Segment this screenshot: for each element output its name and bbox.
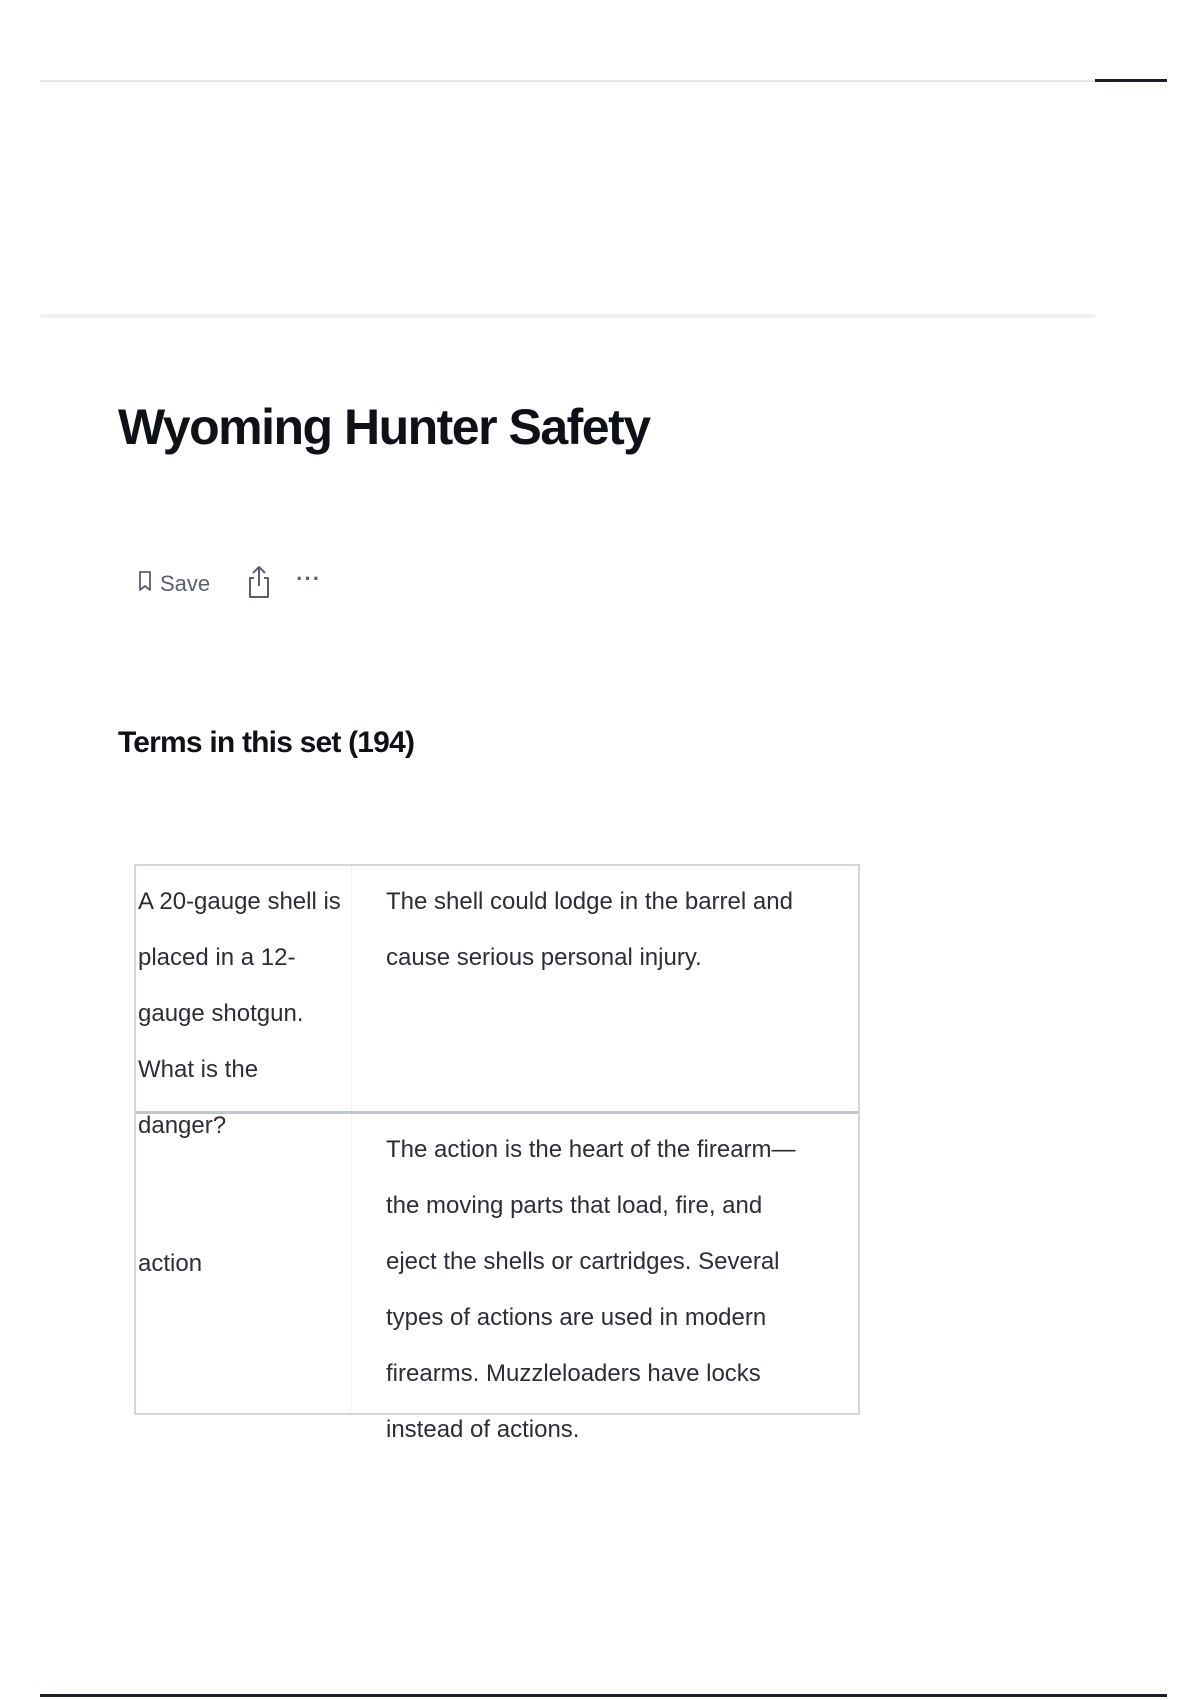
term-text: A 20-gauge shell is placed in a 12-gauge shotgun. What is the danger?: [136, 866, 352, 1111]
more-icon: ···: [296, 566, 322, 591]
page-title: Wyoming Hunter Safety: [118, 399, 650, 455]
share-button[interactable]: [248, 564, 270, 605]
definition-text: The shell could lodge in the barrel and cause serious personal injury.: [386, 888, 793, 971]
top-divider: [40, 80, 1095, 82]
definition-text: The action is the heart of the firearm—the moving parts that load, fire, and eject the shells or cartridges. Several types of actions are used in modern firearms. Muzzleloaders have locks instead of actions.: [386, 1136, 796, 1443]
table-row: [136, 1111, 858, 1443]
save-button[interactable]: [138, 570, 210, 598]
terms-table: [134, 864, 860, 1443]
action-bar: [138, 566, 321, 602]
terms-heading: Terms in this set (194): [118, 726, 415, 759]
bookmark-icon: [138, 570, 152, 598]
term-text: action: [136, 1114, 352, 1413]
share-icon: [248, 564, 270, 605]
bottom-divider: [40, 1694, 1167, 1697]
top-divider-accent: [1095, 79, 1167, 82]
save-label: Save: [160, 571, 211, 596]
header-divider: [40, 314, 1095, 318]
table-row: [136, 866, 858, 1139]
more-options-button[interactable]: [296, 568, 321, 600]
